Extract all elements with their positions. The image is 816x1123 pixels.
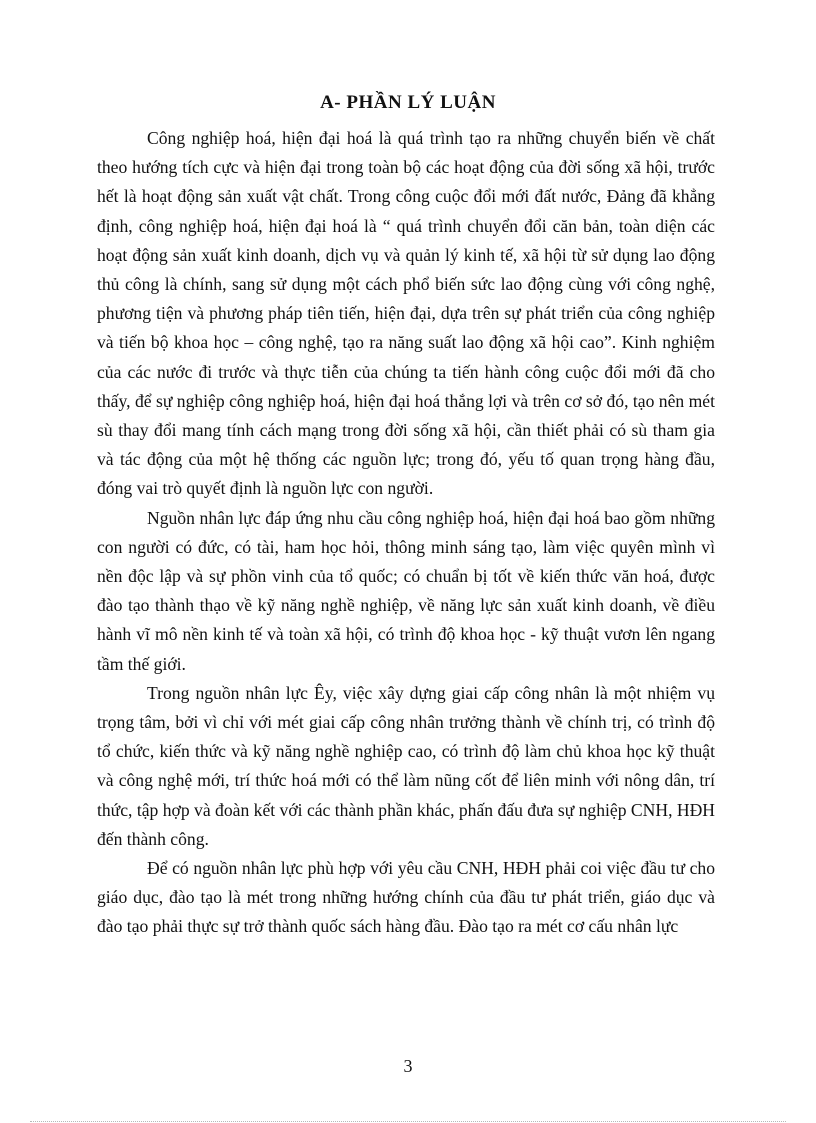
paragraph-education-investment: Để có nguồn nhân lực phù hợp với yêu cầu CNH, HĐH phải coi việc đầu tư cho giáo dục, đào tạo là mét trong những hướng chính của đầu tư phát triển, giáo dục và đào tạo phải thực sự trở thành quốc sách hàng đầu. Đào tạo ra mét cơ cấu nhân lực (97, 858, 715, 937)
paragraph-industrialization-definition: Công nghiệp hoá, hiện đại hoá là quá trình tạo ra những chuyển biến về chất theo hướng tích cực và hiện đại trong toàn bộ các hoạt động của đời sống xã hội, trước hết là hoạt động sản xuất vật chất. Trong công cuộc đổi mới đất nước, Đảng đã khẳng định, công nghiệp hoá, hiện đại hoá là “ quá trình chuyển đổi căn bản, toàn diện các hoạt động sản xuất kinh doanh, dịch vụ và quản lý kinh tế, xã hội từ sử dụng lao động thủ công là chính, sang sử dụng một cách phổ biến sức lao động cùng với công nghệ, phương tiện và phương pháp tiên tiến, hiện đại, dựa trên sự phát triển của công nghiệp và tiến bộ khoa học – công nghệ, tạo ra năng suất lao động xã hội cao”. Kinh nghiệm của các nước đi trước và thực tiễn của chúng ta tiến hành công cuộc đổi mới đã cho thấy, để sự nghiệp công nghiệp hoá, hiện đại hoá thắng lợi và trên cơ sở đó, tạo nên mét sù thay đổi mang tính cách mạng trong đời sống xã hội, cần thiết phải có sù tham gia và tác động của một hệ thống các nguồn lực; trong đó, yếu tố quan trọng hàng đầu, đóng vai trò quyết định là nguồn lực con người. (97, 128, 715, 499)
paragraph-human-resources: Nguồn nhân lực đáp ứng nhu cầu công nghiệp hoá, hiện đại hoá bao gồm những con người có đức, có tài, ham học hỏi, thông minh sáng tạo, làm việc quyên mình vì nền độc lập và sự phồn vinh của tổ quốc; có chuẩn bị tốt về kiến thức văn hoá, được đào tạo thành thạo về kỹ năng nghề nghiệp, về năng lực sản xuất kinh doanh, về điều hành vĩ mô nền kinh tế và toàn xã hội, có trình độ khoa học - kỹ thuật vươn lên ngang tầm thế giới. (97, 507, 715, 674)
body-text (97, 124, 715, 942)
page-bottom-divider (30, 1121, 786, 1122)
section-title: A- PHẦN LÝ LUẬN (320, 92, 496, 113)
page-number: 3 (403, 1056, 413, 1076)
paragraph-working-class: Trong nguồn nhân lực Êy, việc xây dựng giai cấp công nhân là một nhiệm vụ trọng tâm, bởi vì chỉ với mét giai cấp công nhân trưởng thành về chính trị, có trình độ tổ chức, kiến thức và kỹ năng nghề nghiệp cao, có trình độ làm chủ khoa học kỹ thuật và công nghệ mới, trí thức hoá mới có thể làm nũng cốt để liên minh với nông dân, trí thức, tập hợp và đoàn kết với các thành phần khác, phấn đấu đưa sự nghiệp CNH, HĐH đến thành công. (97, 682, 715, 849)
